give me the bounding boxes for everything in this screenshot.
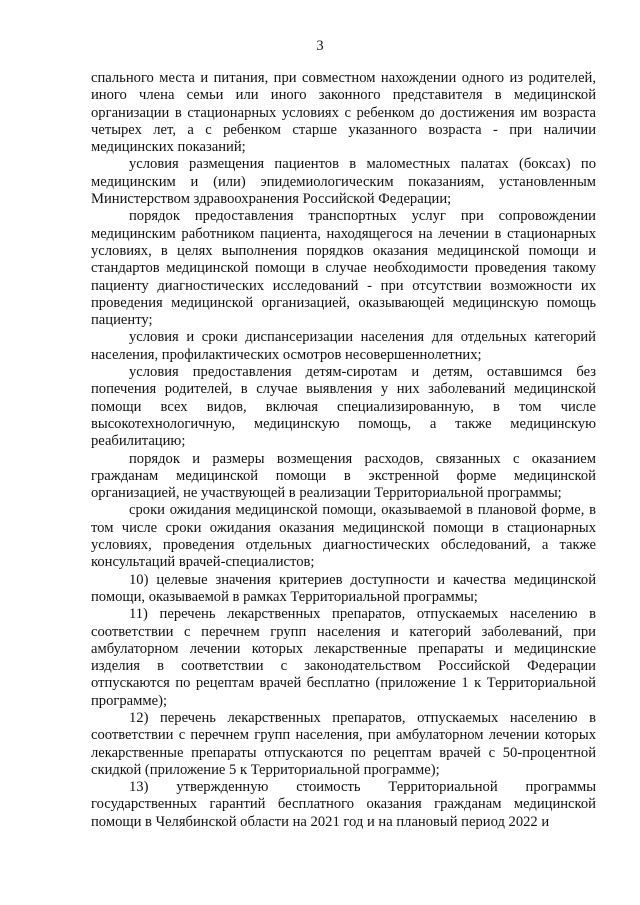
- paragraph-ward-conditions: условия размещения пациентов в маломестных палатах (боксах) по медицинским и (или) эпидемиологическим показаниям, установленным Министерством здравоохранения Российской Федерации;: [91, 156, 596, 208]
- paragraph-item-10: 10) целевые значения критериев доступности и качества медицинской помощи, оказываемой в рамках Территориальной программы;: [91, 571, 596, 605]
- paragraph-continuation: спального места и питания, при совместном нахождении одного из родителей, иного члена семьи или иного законного представителя в медицинской организации в стационарных условиях с ребенком до достижения им возраста четырех лет, а с ребенком старше указанного возраста - при наличии медицинских показаний;: [91, 70, 596, 156]
- document-body: [91, 70, 596, 831]
- paragraph-item-12: 12) перечень лекарственных препаратов, отпускаемых населению в соответствии с перечнем групп населения, при амбулаторном лечении которых лекарственные препараты отпускаются по рецептам врачей с 50-процентной скидкой (приложение 5 к Территориальной программе);: [91, 709, 596, 778]
- paragraph-transport-services: порядок предоставления транспортных услуг при сопровождении медицинским работником пациента, находящегося на лечении в стационарных условиях, в целях выполнения порядков оказания медицинской помощи и стандартов медицинской помощи в случае необходимости проведения такому пациенту диагностических исследований - при отсутствии возможности их проведения медицинской организацией, оказывающей медицинскую помощь пациенту;: [91, 208, 596, 329]
- paragraph-reimbursement: порядок и размеры возмещения расходов, связанных с оказанием гражданам медицинской помощи в экстренной форме медицинской организацией, не участвующей в реализации Территориальной программы;: [91, 450, 596, 502]
- paragraph-orphans-care: условия предоставления детям-сиротам и детям, оставшимся без попечения родителей, в случае выявления у них заболеваний медицинской помощи всех видов, включая специализированную, в том числе высокотехнологичную, медицинскую помощь, а также медицинскую реабилитацию;: [91, 364, 596, 450]
- page-number: 3: [316, 38, 324, 54]
- paragraph-item-11: 11) перечень лекарственных препаратов, отпускаемых населению в соответствии с перечнем групп населения и категорий заболеваний, при амбулаторном лечении которых лекарственные препараты и медицинские изделия в соответствии с законодательством Российской Федерации отпускаются по рецептам врачей бесплатно (приложение 1 к Территориальной программе);: [91, 606, 596, 709]
- paragraph-item-13: 13) утвержденную стоимость Территориальной программы государственных гарантий бесплатного оказания гражданам медицинской помощи в Челябинской области на 2021 год и на плановый период 2022 и: [91, 779, 596, 830]
- paragraph-waiting-times: сроки ожидания медицинской помощи, оказываемой в плановой форме, в том числе сроки ожидания оказания медицинской помощи в стационарных условиях, проведения отдельных диагностических обследований, а также консультаций врачей-специалистов;: [91, 502, 596, 571]
- paragraph-dispensary: условия и сроки диспансеризации населения для отдельных категорий населения, профилактических осмотров несовершеннолетних;: [91, 329, 596, 363]
